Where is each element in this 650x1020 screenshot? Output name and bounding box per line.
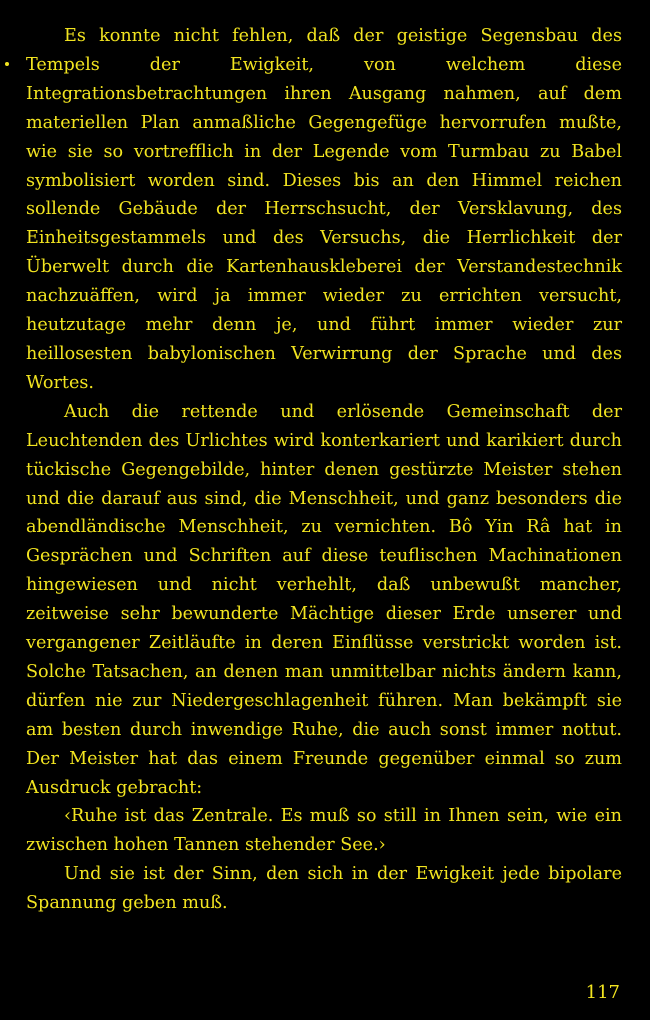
quote-paragraph: ‹Ruhe ist das Zentrale. Es muß so still in Ihnen sein, wie ein zwischen hohen Tannen stehender See.› [26,806,622,856]
paragraph-2: Auch die rettende und erlösende Gemeinschaft der Leuchtenden des Urlichtes wird konterkariert und karikiert durch tückische Gegengebilde, hinter denen gestürzte Meister stehen und die darauf aus sind, die Menschheit, und ganz besonders die abendländische Menschheit, zu vernichten. Bô Yin Râ hat in Gesprächen und Schriften auf diese teuflischen Machinationen hingewiesen und nicht verhehlt, daß unbewußt mancher, zeitweise sehr bewunderte Mächtige dieser Erde unserer und vergangener Zeitläufte in deren Einflüsse verstrickt worden ist. Solche Tatsachen, an denen man unmittelbar nichts ändern kann, dürfen nie zur Niedergeschlagenheit führen. Man bekämpft sie am besten durch inwendige Ruhe, die auch sonst immer nottut. Der Meister hat das einem Freunde gegenüber einmal so zum Ausdruck gebracht: [26,401,622,798]
margin-dot [5,62,9,66]
body-text [26,22,622,918]
page-number: 117 [585,982,620,1003]
paragraph-1: Es konnte nicht fehlen, daß der geistige Segensbau des Tempels der Ewigkeit, von welchem diese Integrationsbetrachtungen ihren Ausgang nahmen, auf dem materiellen Plan anmaßliche Gegengefüge hervorrufen mußte, wie sie so vortrefflich in der Legende vom Turmbau zu Babel symbolisiert worden sind. Dieses bis an den Himmel reichen sollende Gebäude der Herrschsucht, der Versklavung, des Einheitsgestammels und des Versuchs, die Herrlichkeit der Überwelt durch die Kartenhauskleberei der Verstandestechnik nachzuäffen, wird ja immer wieder zu errichten versucht, heutzutage mehr denn je, und führt immer wieder zur heillosesten babylonischen Verwirrung der Sprache und des Wortes. [26,26,622,393]
paragraph-4: Und sie ist der Sinn, den sich in der Ewigkeit jede bipolare Spannung geben muß. [26,864,622,914]
